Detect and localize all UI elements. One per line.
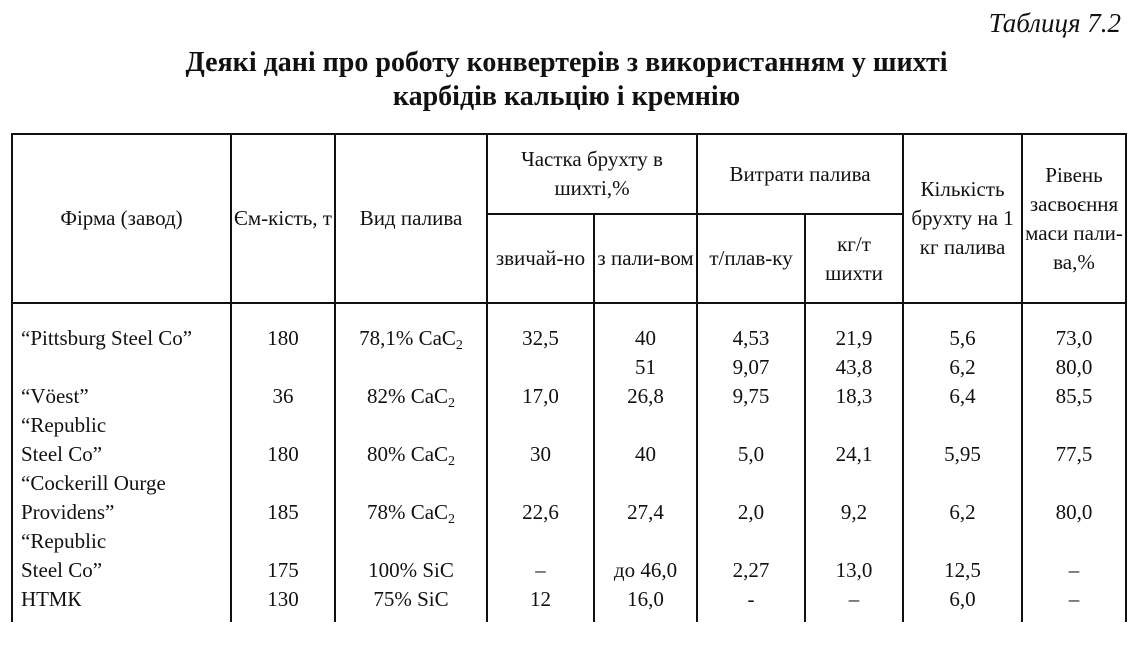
data-table (11, 133, 1127, 622)
cell-fuel: 100% SiC (335, 527, 487, 585)
cell-kg-per-t: 9,2 (805, 469, 903, 527)
cell-capacity: 175 (231, 527, 335, 585)
cell-scrap-regular: 32,5 (487, 303, 594, 382)
cell-scrap-regular: 12 (487, 585, 594, 622)
table-label: Таблиця 7.2 (988, 8, 1121, 38)
cell-kg-per-t: 18,3 (805, 382, 903, 411)
title-line-1: Деякі дані про роботу конвертерів з використанням у шихті (185, 47, 948, 78)
cell-scrap-with-fuel: 16,0 (594, 585, 697, 622)
cell-scrap-regular: 22,6 (487, 469, 594, 527)
header-scrap-regular: звичай-но (487, 214, 594, 303)
cell-scrap-with-fuel: 40 (594, 411, 697, 469)
cell-capacity: 180 (231, 411, 335, 469)
header-firm: Фірма (завод) (12, 134, 231, 303)
header-fuel-consumption: Витрати палива (697, 134, 903, 214)
cell-firm: “Pittsburg Steel Co” (12, 303, 231, 382)
table-row (12, 382, 1126, 411)
cell-scrap-regular: 17,0 (487, 382, 594, 411)
cell-scrap-with-fuel: 26,8 (594, 382, 697, 411)
header-t-per-heat: т/плав-ку (697, 214, 805, 303)
cell-firm: НТМК (12, 585, 231, 622)
cell-fuel: 78% CaC$_2$ (335, 469, 487, 527)
cell-t-per-heat: - (697, 585, 805, 622)
cell-mass-assimilation: 73,0 80,0 (1022, 303, 1126, 382)
cell-capacity: 36 (231, 382, 335, 411)
cell-firm: “Vöest” (12, 382, 231, 411)
cell-scrap-with-fuel: 27,4 (594, 469, 697, 527)
cell-mass-assimilation: – (1022, 585, 1126, 622)
cell-fuel: 75% SiC (335, 585, 487, 622)
header-capacity: Єм-кість, т (231, 134, 335, 303)
cell-t-per-heat: 2,27 (697, 527, 805, 585)
cell-mass-assimilation: 85,5 (1022, 382, 1126, 411)
cell-kg-per-t: 21,9 43,8 (805, 303, 903, 382)
cell-scrap-with-fuel: 40 51 (594, 303, 697, 382)
table-row (12, 469, 1126, 527)
table-row (12, 585, 1126, 622)
title-line-2: карбідів кальцію і кремнію (392, 81, 741, 112)
cell-scrap-regular: – (487, 527, 594, 585)
cell-scrap-per-kg: 5,6 6,2 (903, 303, 1022, 382)
cell-firm: “Republic Steel Co” (12, 527, 231, 585)
header-fuel-type: Вид палива (335, 134, 487, 303)
cell-firm: “Republic Steel Co” (12, 411, 231, 469)
cell-fuel: 78,1% CaC$_2$ (335, 303, 487, 382)
cell-fuel: 80% CaC$_2$ (335, 411, 487, 469)
cell-scrap-per-kg: 6,4 (903, 382, 1022, 411)
header-mass-assimilation: Рівень засвоєння маси пали-ва,% (1022, 134, 1126, 303)
cell-t-per-heat: 5,0 (697, 411, 805, 469)
table-row (12, 527, 1126, 585)
cell-fuel: 82% CaC$_2$ (335, 382, 487, 411)
cell-kg-per-t: 13,0 (805, 527, 903, 585)
cell-scrap-with-fuel: до 46,0 (594, 527, 697, 585)
table-row (12, 303, 1126, 382)
cell-mass-assimilation: 80,0 (1022, 469, 1126, 527)
cell-scrap-per-kg: 12,5 (903, 527, 1022, 585)
cell-t-per-heat: 4,53 9,07 (697, 303, 805, 382)
cell-t-per-heat: 2,0 (697, 469, 805, 527)
cell-scrap-per-kg: 5,95 (903, 411, 1022, 469)
header-scrap-per-kg: Кількість брухту на 1 кг палива (903, 134, 1022, 303)
cell-mass-assimilation: 77,5 (1022, 411, 1126, 469)
cell-firm: “Cockerill Ourge Providens” (12, 469, 231, 527)
cell-capacity: 130 (231, 585, 335, 622)
header-kg-per-t: кг/т шихти (805, 214, 903, 303)
header-scrap-share: Частка брухту в шихті,% (487, 134, 697, 214)
cell-scrap-per-kg: 6,2 (903, 469, 1022, 527)
cell-kg-per-t: – (805, 585, 903, 622)
cell-scrap-regular: 30 (487, 411, 594, 469)
header-scrap-with-fuel: з пали-вом (594, 214, 697, 303)
cell-kg-per-t: 24,1 (805, 411, 903, 469)
cell-capacity: 180 (231, 303, 335, 382)
cell-scrap-per-kg: 6,0 (903, 585, 1022, 622)
cell-t-per-heat: 9,75 (697, 382, 805, 411)
table-title (0, 46, 1133, 114)
table-body (12, 303, 1126, 622)
cell-capacity: 185 (231, 469, 335, 527)
table-row (12, 411, 1126, 469)
cell-mass-assimilation: – (1022, 527, 1126, 585)
